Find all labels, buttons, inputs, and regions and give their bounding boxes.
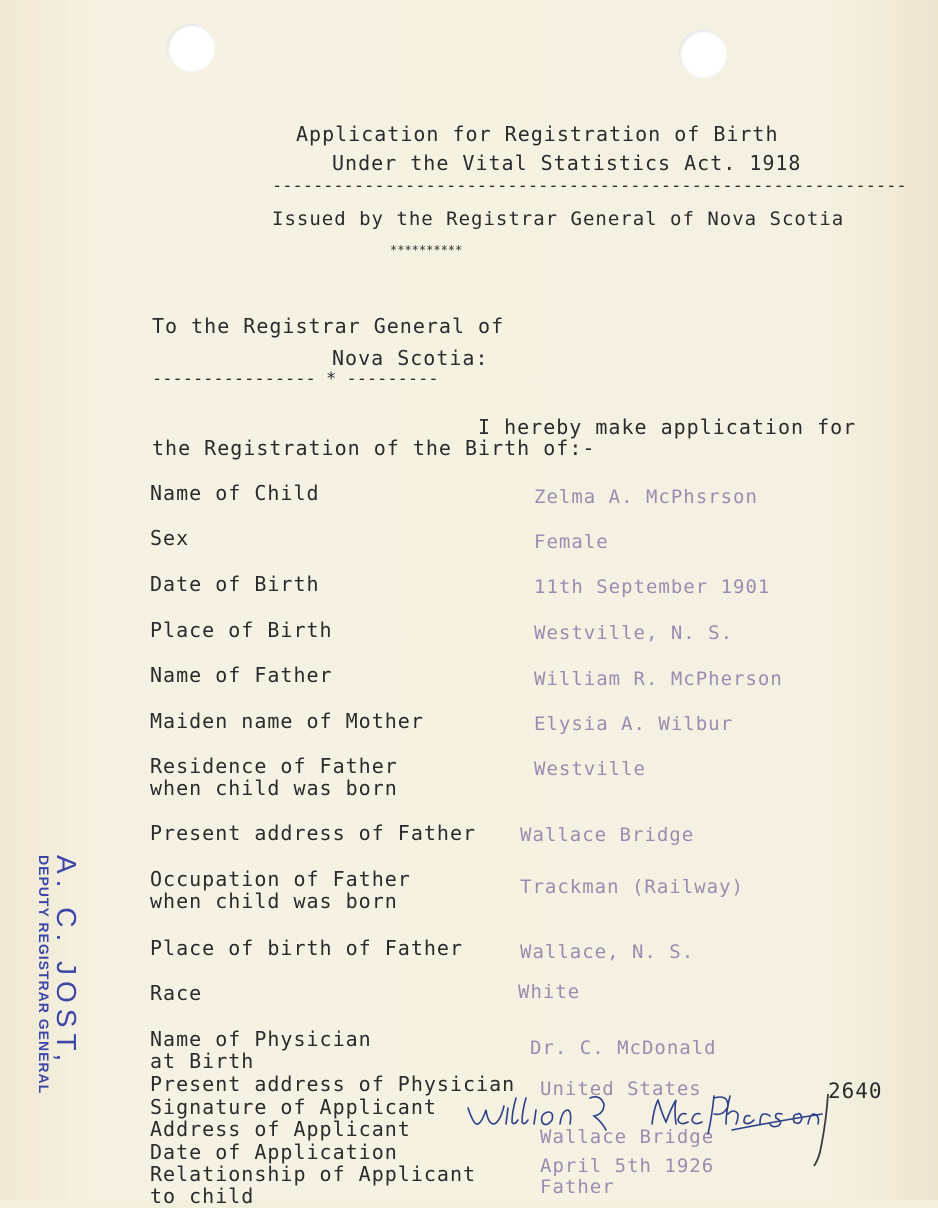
title-stars: **********	[390, 243, 463, 257]
value-relationship-of-applicant: Father	[540, 1176, 615, 1198]
label-signature-of-applicant: Signature of Applicant	[150, 1095, 437, 1119]
label-present-address-of-father: Present address of Father	[150, 821, 477, 845]
stamp-title: DEPUTY REGISTRAR GENERAL	[36, 855, 52, 1095]
label-maiden-name-of-mother: Maiden name of Mother	[150, 709, 424, 733]
label-occupation-of-father-line2: when child was born	[150, 889, 398, 913]
value-address-of-applicant: Wallace Bridge	[540, 1126, 715, 1148]
intro-line1: I hereby make application for	[478, 415, 857, 439]
form-subtitle: Under the Vital Statistics Act. 1918	[332, 151, 802, 175]
value-name-of-father: William R. McPherson	[534, 668, 783, 690]
label-name-of-physician-line2: at Birth	[150, 1049, 255, 1073]
value-name-of-child: Zelma A. McPhsrson	[534, 486, 758, 508]
label-date-of-application: Date of Application	[150, 1140, 398, 1164]
label-residence-of-father-line1: Residence of Father	[150, 754, 398, 778]
label-present-address-of-physician: Present address of Physician	[150, 1072, 516, 1096]
punch-hole-left	[167, 24, 215, 72]
label-place-of-birth: Place of Birth	[150, 618, 333, 642]
value-present-address-of-father: Wallace Bridge	[520, 824, 695, 846]
label-occupation-of-father-line1: Occupation of Father	[150, 867, 411, 891]
label-race: Race	[150, 981, 203, 1005]
file-number: 2640	[828, 1079, 883, 1103]
value-race: White	[518, 981, 581, 1003]
label-name-of-physician-line1: Name of Physician	[150, 1027, 372, 1051]
title-rule: --------------------------------------------------------------	[272, 176, 907, 196]
addressee-line1: To the Registrar General of	[152, 314, 505, 338]
issued-by-line: Issued by the Registrar General of Nova Scotia	[272, 208, 845, 230]
value-sex: Female	[534, 531, 609, 553]
addressee-line2: Nova Scotia:	[332, 346, 489, 370]
value-present-address-of-physician: United States	[540, 1078, 702, 1100]
label-place-of-birth-of-father: Place of birth of Father	[150, 936, 463, 960]
value-residence-of-father: Westville	[534, 758, 646, 780]
stamp-name: A. C. JOST,	[51, 855, 82, 1068]
value-occupation-of-father: Trackman (Railway)	[520, 876, 744, 898]
value-maiden-name-of-mother: Elysia A. Wilbur	[534, 713, 734, 735]
value-name-of-physician: Dr. C. McDonald	[530, 1037, 717, 1059]
label-name-of-father: Name of Father	[150, 663, 333, 687]
value-date-of-application: April 5th 1926	[540, 1155, 715, 1177]
label-sex: Sex	[150, 526, 190, 550]
value-place-of-birth-of-father: Wallace, N. S.	[520, 941, 695, 963]
form-title: Application for Registration of Birth	[296, 122, 779, 146]
label-date-of-birth: Date of Birth	[150, 572, 320, 596]
intro-line2: the Registration of the Birth of:-	[152, 436, 596, 460]
value-place-of-birth: Westville, N. S.	[534, 622, 734, 644]
addressee-rule: ---------------- * ---------	[152, 369, 439, 389]
label-relationship-of-applicant-line2: to child	[150, 1184, 255, 1208]
label-relationship-of-applicant-line1: Relationship of Applicant	[150, 1162, 477, 1186]
punch-hole-right	[679, 30, 727, 78]
label-residence-of-father-line2: when child was born	[150, 776, 398, 800]
value-date-of-birth: 11th September 1901	[534, 576, 771, 598]
label-address-of-applicant: Address of Applicant	[150, 1117, 411, 1141]
applicant-signature	[462, 1086, 842, 1180]
deputy-registrar-stamp	[36, 855, 82, 1094]
label-name-of-child: Name of Child	[150, 481, 320, 505]
